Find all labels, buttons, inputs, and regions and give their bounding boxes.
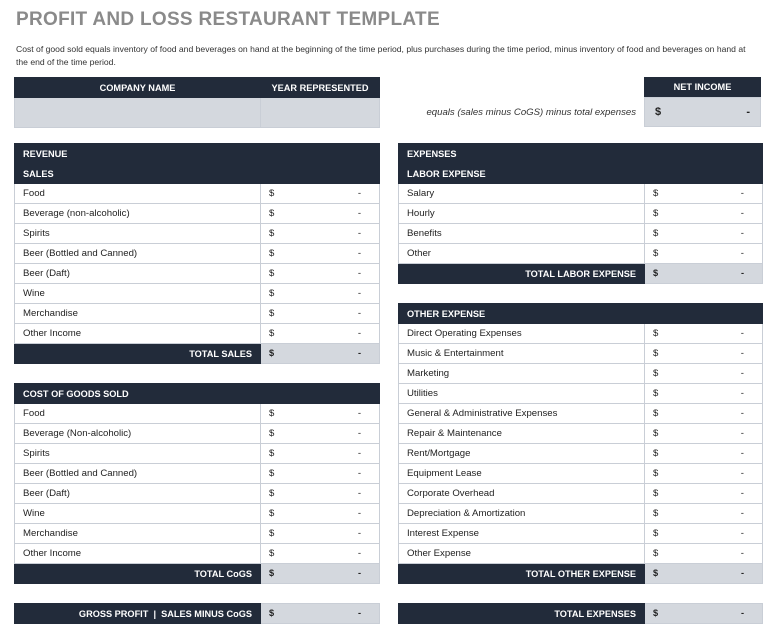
cogs-currency: $	[269, 548, 275, 559]
labor-expense-amount-cell[interactable]	[645, 244, 763, 264]
labor-expense-row	[399, 204, 763, 224]
cogs-currency: $	[269, 508, 275, 519]
other-expense-amount-cell[interactable]	[645, 504, 763, 524]
other-expense-row	[399, 444, 763, 464]
sales-subheader: SALES	[15, 164, 380, 184]
sales-currency: $	[269, 188, 275, 199]
sales-item-label: Other Income	[15, 324, 261, 344]
cogs-value: -	[357, 468, 362, 479]
sales-amount-cell[interactable]	[261, 324, 380, 344]
total-expenses-table	[398, 603, 763, 624]
other-expense-item-label: Interest Expense	[399, 524, 645, 544]
total-expenses-currency: $	[653, 608, 659, 618]
description-text: Cost of good sold equals inventory of food and beverages on hand at the beginning of the time period, plus purchases during the time period, minus inventory of food and beverages on hand at the end of the time period.	[16, 44, 746, 67]
gross-profit-cell	[261, 604, 380, 624]
total-expenses-label: TOTAL EXPENSES	[399, 604, 645, 624]
sales-value: -	[357, 188, 362, 199]
labor-expense-value: -	[740, 208, 744, 219]
other-expense-amount-cell[interactable]	[645, 544, 763, 564]
net-income-value-cell[interactable]	[644, 97, 761, 127]
sales-currency: $	[269, 308, 275, 319]
other-expense-row	[399, 484, 763, 504]
cogs-value: -	[357, 508, 362, 519]
sales-value: -	[357, 208, 362, 219]
total-other-expense-cell	[645, 564, 763, 584]
sales-row	[15, 224, 380, 244]
other-expense-amount-cell[interactable]	[645, 344, 763, 364]
other-expense-currency: $	[653, 388, 659, 399]
total-other-expense-label: TOTAL OTHER EXPENSE	[399, 564, 645, 584]
other-expense-currency: $	[653, 348, 659, 359]
other-expense-item-label: Equipment Lease	[399, 464, 645, 484]
total-labor-value: -	[740, 268, 744, 278]
other-expense-value: -	[740, 548, 744, 559]
other-expense-row	[399, 544, 763, 564]
cogs-value: -	[357, 488, 362, 499]
net-income-currency: $	[655, 106, 662, 118]
other-expense-amount-cell[interactable]	[645, 424, 763, 444]
cogs-amount-cell[interactable]	[261, 544, 380, 564]
other-expense-value: -	[740, 508, 744, 519]
sales-row	[15, 304, 380, 324]
total-cogs-currency: $	[269, 568, 275, 578]
net-income-value: -	[746, 106, 750, 118]
other-expense-row	[399, 364, 763, 384]
cogs-amount-cell[interactable]	[261, 404, 380, 424]
cogs-table	[14, 383, 380, 584]
other-expense-value: -	[740, 448, 744, 459]
labor-expense-currency: $	[653, 188, 659, 199]
sales-row	[15, 324, 380, 344]
cogs-currency: $	[269, 488, 275, 499]
total-labor-currency: $	[653, 268, 659, 278]
other-expense-value: -	[740, 488, 744, 499]
sales-row	[15, 264, 380, 284]
labor-expense-item-label: Salary	[399, 184, 645, 204]
cogs-currency: $	[269, 428, 275, 439]
other-expense-item-label: Repair & Maintenance	[399, 424, 645, 444]
total-cogs-label: TOTAL CoGS	[15, 564, 261, 584]
cogs-item-label: Beer (Daft)	[15, 484, 261, 504]
other-expense-item-label: Music & Entertainment	[399, 344, 645, 364]
sales-item-label: Spirits	[15, 224, 261, 244]
sales-value: -	[357, 268, 362, 279]
cogs-currency: $	[269, 448, 275, 459]
sales-amount-cell[interactable]	[261, 204, 380, 224]
revenue-table	[14, 143, 380, 364]
sales-row	[15, 184, 380, 204]
other-expense-amount-cell[interactable]	[645, 484, 763, 504]
other-expense-amount-cell[interactable]	[645, 384, 763, 404]
labor-expense-subheader: LABOR EXPENSE	[399, 164, 763, 184]
other-expense-amount-cell[interactable]	[645, 444, 763, 464]
cogs-amount-cell[interactable]	[261, 424, 380, 444]
cogs-value: -	[357, 408, 362, 419]
other-expense-row	[399, 464, 763, 484]
total-expenses-value: -	[740, 608, 744, 618]
labor-expense-item-label: Other	[399, 244, 645, 264]
cogs-amount-cell[interactable]	[261, 484, 380, 504]
other-expense-currency: $	[653, 508, 659, 519]
cogs-item-label: Merchandise	[15, 524, 261, 544]
labor-expense-currency: $	[653, 228, 659, 239]
other-expense-value: -	[740, 348, 744, 359]
other-expense-amount-cell[interactable]	[645, 464, 763, 484]
revenue-header: REVENUE	[15, 144, 380, 164]
cogs-row	[15, 464, 380, 484]
total-expenses-cell	[645, 604, 763, 624]
labor-expense-table	[398, 143, 763, 284]
other-expense-row	[399, 384, 763, 404]
other-expense-currency: $	[653, 528, 659, 539]
cogs-currency: $	[269, 468, 275, 479]
sales-value: -	[357, 248, 362, 259]
total-cogs-cell	[261, 564, 380, 584]
cogs-value: -	[357, 428, 362, 439]
other-expense-row	[399, 524, 763, 544]
company-name-input[interactable]	[15, 98, 261, 128]
sales-currency: $	[269, 288, 275, 299]
sales-amount-cell[interactable]	[261, 304, 380, 324]
sales-item-label: Food	[15, 184, 261, 204]
year-represented-header: YEAR REPRESENTED	[261, 78, 380, 98]
gross-profit-value: -	[357, 608, 361, 618]
cogs-amount-cell[interactable]	[261, 524, 380, 544]
total-sales-value: -	[357, 348, 362, 358]
other-expense-value: -	[740, 388, 744, 399]
other-expense-header: OTHER EXPENSE	[399, 304, 763, 324]
labor-expense-item-label: Hourly	[399, 204, 645, 224]
other-expense-value: -	[740, 328, 744, 339]
cogs-item-label: Wine	[15, 504, 261, 524]
labor-expense-value: -	[740, 228, 744, 239]
gross-profit-label: GROSS PROFIT | SALES MINUS CoGS	[15, 604, 261, 624]
sales-item-label: Beer (Bottled and Canned)	[15, 244, 261, 264]
total-sales-currency: $	[269, 348, 275, 358]
sales-item-label: Beverage (non-alcoholic)	[15, 204, 261, 224]
labor-expense-row	[399, 224, 763, 244]
other-expense-value: -	[740, 428, 744, 439]
company-name-header: COMPANY NAME	[15, 78, 261, 98]
total-sales-label: TOTAL SALES	[15, 344, 261, 364]
other-expense-currency: $	[653, 328, 659, 339]
other-expense-currency: $	[653, 448, 659, 459]
labor-expense-currency: $	[653, 208, 659, 219]
sales-amount-cell[interactable]	[261, 224, 380, 244]
other-expense-value: -	[740, 468, 744, 479]
total-other-value: -	[740, 568, 744, 578]
cogs-row	[15, 424, 380, 444]
sales-item-label: Beer (Daft)	[15, 264, 261, 284]
other-expense-item-label: Direct Operating Expenses	[399, 324, 645, 344]
other-expense-value: -	[740, 408, 744, 419]
other-expense-amount-cell[interactable]	[645, 524, 763, 544]
cogs-row	[15, 504, 380, 524]
labor-expense-amount-cell[interactable]	[645, 224, 763, 244]
company-year-table	[14, 77, 380, 128]
other-expense-row	[399, 404, 763, 424]
sales-currency: $	[269, 208, 275, 219]
sales-item-label: Merchandise	[15, 304, 261, 324]
other-expense-item-label: General & Administrative Expenses	[399, 404, 645, 424]
labor-expense-currency: $	[653, 248, 659, 259]
page-title: PROFIT AND LOSS RESTAURANT TEMPLATE	[16, 9, 440, 30]
other-expense-item-label: Corporate Overhead	[399, 484, 645, 504]
cogs-amount-cell[interactable]	[261, 444, 380, 464]
cogs-amount-cell[interactable]	[261, 464, 380, 484]
sales-row	[15, 204, 380, 224]
sales-row	[15, 244, 380, 264]
labor-expense-row	[399, 244, 763, 264]
sales-currency: $	[269, 248, 275, 259]
cogs-value: -	[357, 548, 362, 559]
other-expense-currency: $	[653, 488, 659, 499]
other-expense-amount-cell[interactable]	[645, 404, 763, 424]
expenses-header: EXPENSES	[399, 144, 763, 164]
total-labor-expense-label: TOTAL LABOR EXPENSE	[399, 264, 645, 284]
other-expense-row	[399, 344, 763, 364]
labor-expense-amount-cell[interactable]	[645, 184, 763, 204]
cogs-row	[15, 404, 380, 424]
other-expense-value: -	[740, 368, 744, 379]
gross-profit-currency: $	[269, 608, 275, 618]
cogs-item-label: Food	[15, 404, 261, 424]
total-cogs-value: -	[357, 568, 362, 578]
other-expense-row	[399, 424, 763, 444]
labor-expense-value: -	[740, 188, 744, 199]
other-expense-currency: $	[653, 368, 659, 379]
cogs-row	[15, 544, 380, 564]
other-expense-amount-cell[interactable]	[645, 364, 763, 384]
other-expense-currency: $	[653, 548, 659, 559]
labor-expense-item-label: Benefits	[399, 224, 645, 244]
cogs-row	[15, 444, 380, 464]
cogs-value: -	[357, 528, 362, 539]
cogs-row	[15, 524, 380, 544]
other-expense-row	[399, 504, 763, 524]
sales-currency: $	[269, 268, 275, 279]
other-expense-item-label: Depreciation & Amortization	[399, 504, 645, 524]
other-expense-table	[398, 303, 763, 584]
other-expense-currency: $	[653, 468, 659, 479]
cogs-item-label: Other Income	[15, 544, 261, 564]
year-represented-input[interactable]	[261, 98, 380, 128]
cogs-currency: $	[269, 528, 275, 539]
cogs-item-label: Spirits	[15, 444, 261, 464]
other-expense-currency: $	[653, 428, 659, 439]
sales-amount-cell[interactable]	[261, 264, 380, 284]
other-expense-item-label: Utilities	[399, 384, 645, 404]
sales-value: -	[357, 328, 362, 339]
total-sales-cell	[261, 344, 380, 364]
sales-amount-cell[interactable]	[261, 244, 380, 264]
labor-expense-value: -	[740, 248, 744, 259]
total-labor-expense-cell	[645, 264, 763, 284]
other-expense-amount-cell[interactable]	[645, 324, 763, 344]
net-income-header: NET INCOME	[644, 77, 761, 97]
total-other-currency: $	[653, 568, 659, 578]
cogs-item-label: Beer (Bottled and Canned)	[15, 464, 261, 484]
sales-value: -	[357, 228, 362, 239]
sales-amount-cell[interactable]	[261, 284, 380, 304]
sales-amount-cell[interactable]	[261, 184, 380, 204]
net-income-formula-text: equals (sales minus CoGS) minus total expenses	[426, 107, 636, 118]
labor-expense-row	[399, 184, 763, 204]
sales-currency: $	[269, 228, 275, 239]
other-expense-currency: $	[653, 408, 659, 419]
sales-row	[15, 284, 380, 304]
sales-value: -	[357, 308, 362, 319]
cogs-row	[15, 484, 380, 504]
cogs-header: COST OF GOODS SOLD	[15, 384, 380, 404]
cogs-value: -	[357, 448, 362, 459]
other-expense-item-label: Other Expense	[399, 544, 645, 564]
other-expense-value: -	[740, 528, 744, 539]
other-expense-item-label: Rent/Mortgage	[399, 444, 645, 464]
cogs-amount-cell[interactable]	[261, 504, 380, 524]
sales-value: -	[357, 288, 362, 299]
sales-currency: $	[269, 328, 275, 339]
other-expense-row	[399, 324, 763, 344]
other-expense-item-label: Marketing	[399, 364, 645, 384]
gross-profit-table	[14, 603, 380, 624]
sales-item-label: Wine	[15, 284, 261, 304]
cogs-item-label: Beverage (Non-alcoholic)	[15, 424, 261, 444]
cogs-currency: $	[269, 408, 275, 419]
labor-expense-amount-cell[interactable]	[645, 204, 763, 224]
